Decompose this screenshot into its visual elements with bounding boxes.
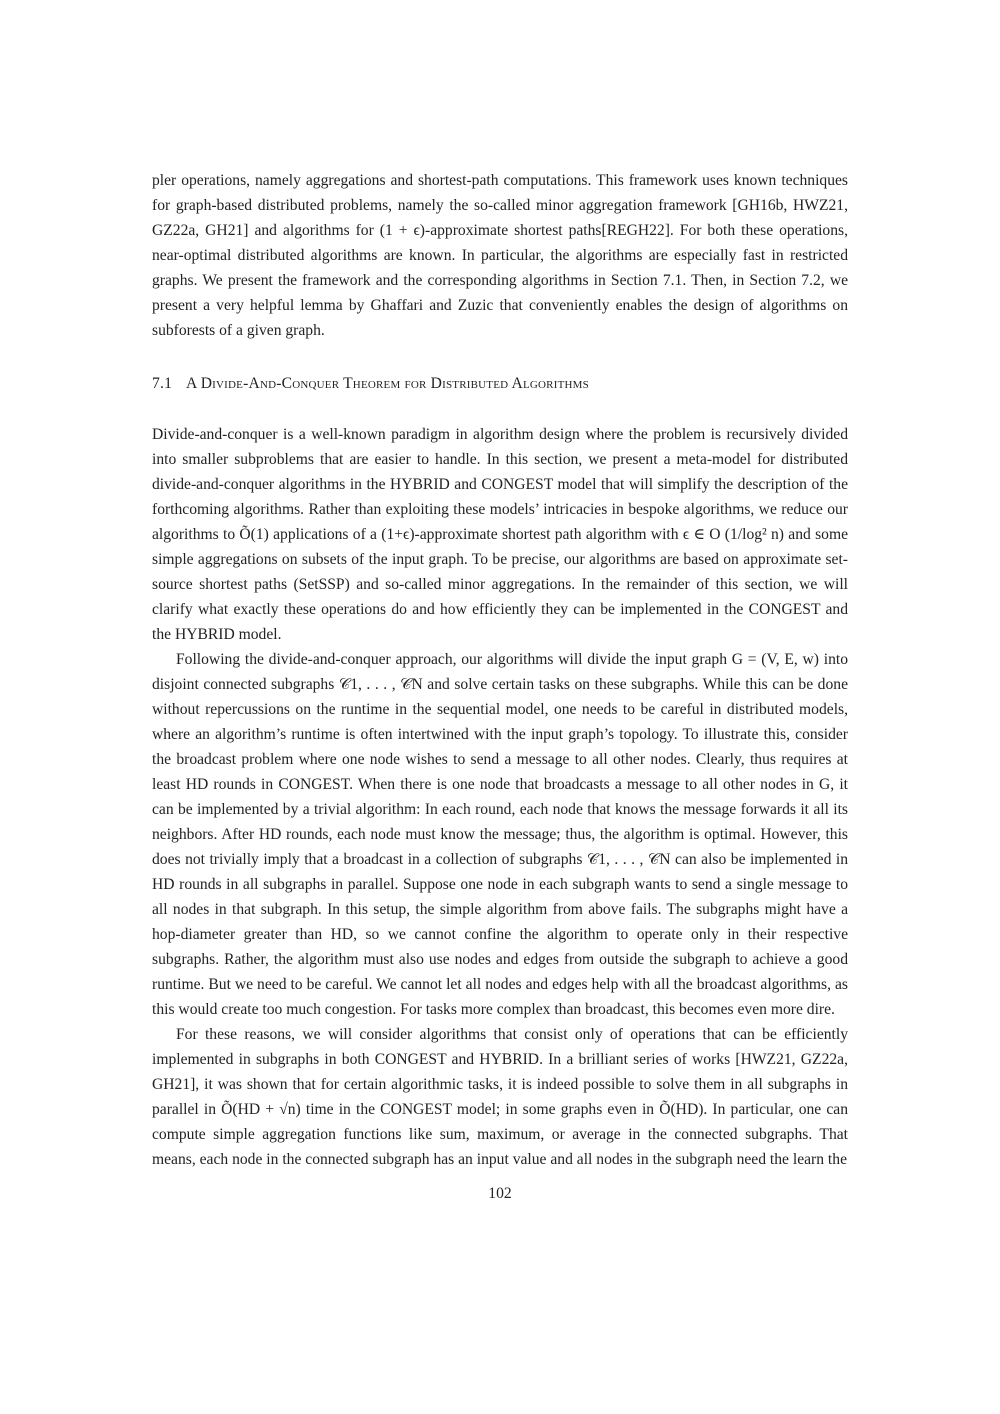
page-body [152,168,848,1172]
section-title: A Divide-And-Conquer Theorem for Distributed Algorithms [186,375,589,392]
page-number: 102 [488,1185,512,1202]
paragraph-divide-and-conquer: Divide-and-conquer is a well-known paradigm in algorithm design where the problem is recursively divided into smaller subproblems that are easier to handle. In this section, we present a meta-model for distributed divide-and-conquer algorithms in the HYBRID and CONGEST model that will simplify the description of the forthcoming algorithms. Rather than exploiting these models’ intricacies in bespoke algorithms, we reduce our algorithms to Õ(1) applications of a (1+ϵ)-approximate shortest path algorithm with ϵ ∈ O (1/log² n) and some simple aggregations on subsets of the input graph. To be precise, our algorithms are based on approximate set-source shortest paths (SetSSP) and so-called minor aggregations. In the remainder of this section, we will clarify what exactly these operations do and how efficiently they can be implemented in the CONGEST and the HYBRID model. [152,426,848,643]
paragraph-reasons: For these reasons, we will consider algorithms that consist only of operations that can be efficiently implemented in subgraphs in both CONGEST and HYBRID. In a brilliant series of works [HWZ21, GZ22a, GH21], it was shown that for certain algorithmic tasks, it is indeed possible to solve them in all subgraphs in parallel in Õ(HD + √n) time in the CONGEST model; in some graphs even in Õ(HD). In particular, one can compute simple aggregation functions like sum, maximum, or average in the connected subgraphs. That means, each node in the connected subgraph has an input value and all nodes in the subgraph need the learn the [152,1026,848,1168]
section-number: 7.1 [152,375,173,392]
paragraph-intro: pler operations, namely aggregations and shortest-path computations. This framework uses known techniques for graph-based distributed problems, namely the so-called minor aggregation framework [GH16b, HWZ21, GZ22a, GH21] and algorithms for (1 + ϵ)-approximate shortest paths[REGH22]. For both these operations, near-optimal distributed algorithms are known. In particular, the algorithms are especially fast in restricted graphs. We present the framework and the corresponding algorithms in Section 7.1. Then, in Section 7.2, we present a very helpful lemma by Ghaffari and Zuzic that conveniently enables the design of algorithms on subforests of a given graph. [152,172,848,339]
section-heading [152,371,848,396]
paragraph-approach: Following the divide-and-conquer approach, our algorithms will divide the input graph G = (V, E, w) into disjoint connected subgraphs 𝒞1, . . . , 𝒞N and solve certain tasks on these subgraphs. While this can be done without repercussions on the runtime in the sequential model, one needs to be careful in distributed models, where an algorithm’s runtime is often intertwined with the input graph’s topology. To illustrate this, consider the broadcast problem where one node wishes to send a message to all other nodes. Clearly, thus requires at least HD rounds in CONGEST. When there is one node that broadcasts a message to all other nodes in G, it can be implemented by a trivial algorithm: In each round, each node that knows the message forwards it all its neighbors. After HD rounds, each node must know the message; thus, the algorithm is optimal. However, this does not trivially imply that a broadcast in a collection of subgraphs 𝒞1, . . . , 𝒞N can also be implemented in HD rounds in all subgraphs in parallel. Suppose one node in each subgraph wants to send a single message to all nodes in that subgraph. In this setup, the simple algorithm from above fails. The subgraphs might have a hop-diameter greater than HD, so we cannot confine the algorithm to operate only in their respective subgraphs. Rather, the algorithm must also use nodes and edges from outside the subgraph to achieve a good runtime. But we need to be careful. We cannot let all nodes and edges help with all the broadcast algorithms, as this would create too much congestion. For tasks more complex than broadcast, this becomes even more dire. [152,651,848,1018]
